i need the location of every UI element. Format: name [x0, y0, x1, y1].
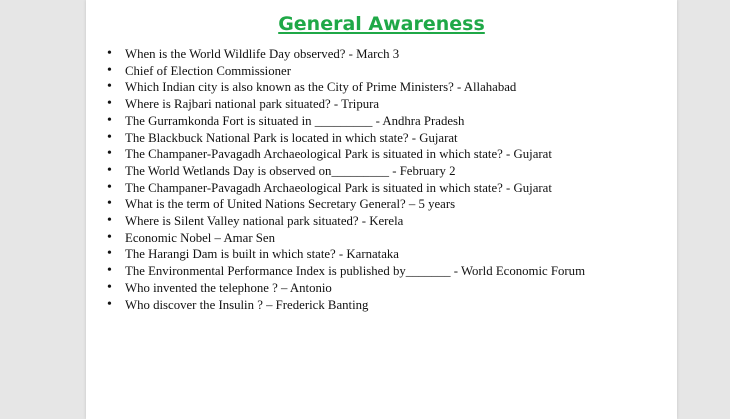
list-item: • The Champaner-Pavagadh Archaeological Park is situated in which state? - Gujarat — [107, 180, 607, 197]
list-item: • Chief of Election Commissioner — [107, 63, 607, 80]
list-item: • The Gurramkonda Fort is situated in _________ - Andhra Pradesh — [107, 113, 607, 130]
list-item: • Where is Silent Valley national park situated? - Kerela — [107, 213, 607, 230]
list-item: • Where is Rajbari national park situated? - Tripura — [107, 96, 607, 113]
document-page — [86, 0, 677, 419]
list-item: • When is the World Wildlife Day observed? - March 3 — [107, 46, 607, 63]
list-item: • The Harangi Dam is built in which state? - Karnataka — [107, 246, 607, 263]
list-item: • Who invented the telephone ? – Antonio — [107, 280, 607, 297]
list-item: • What is the term of United Nations Secretary General? – 5 years — [107, 196, 607, 213]
question-list — [107, 46, 607, 313]
list-item: • Who discover the Insulin ? – Frederick Banting — [107, 297, 607, 314]
list-item: • Which Indian city is also known as the City of Prime Ministers? - Allahabad — [107, 79, 607, 96]
list-item: • The Champaner-Pavagadh Archaeological Park is situated in which state? - Gujarat — [107, 146, 607, 163]
list-item: • The Blackbuck National Park is located in which state? - Gujarat — [107, 130, 607, 147]
document-title: General Awareness — [278, 13, 485, 35]
list-item: • The World Wetlands Day is observed on_________ - February 2 — [107, 163, 607, 180]
list-item: • The Environmental Performance Index is published by_______ - World Economic Forum — [107, 263, 607, 280]
list-item: • Economic Nobel – Amar Sen — [107, 230, 607, 247]
